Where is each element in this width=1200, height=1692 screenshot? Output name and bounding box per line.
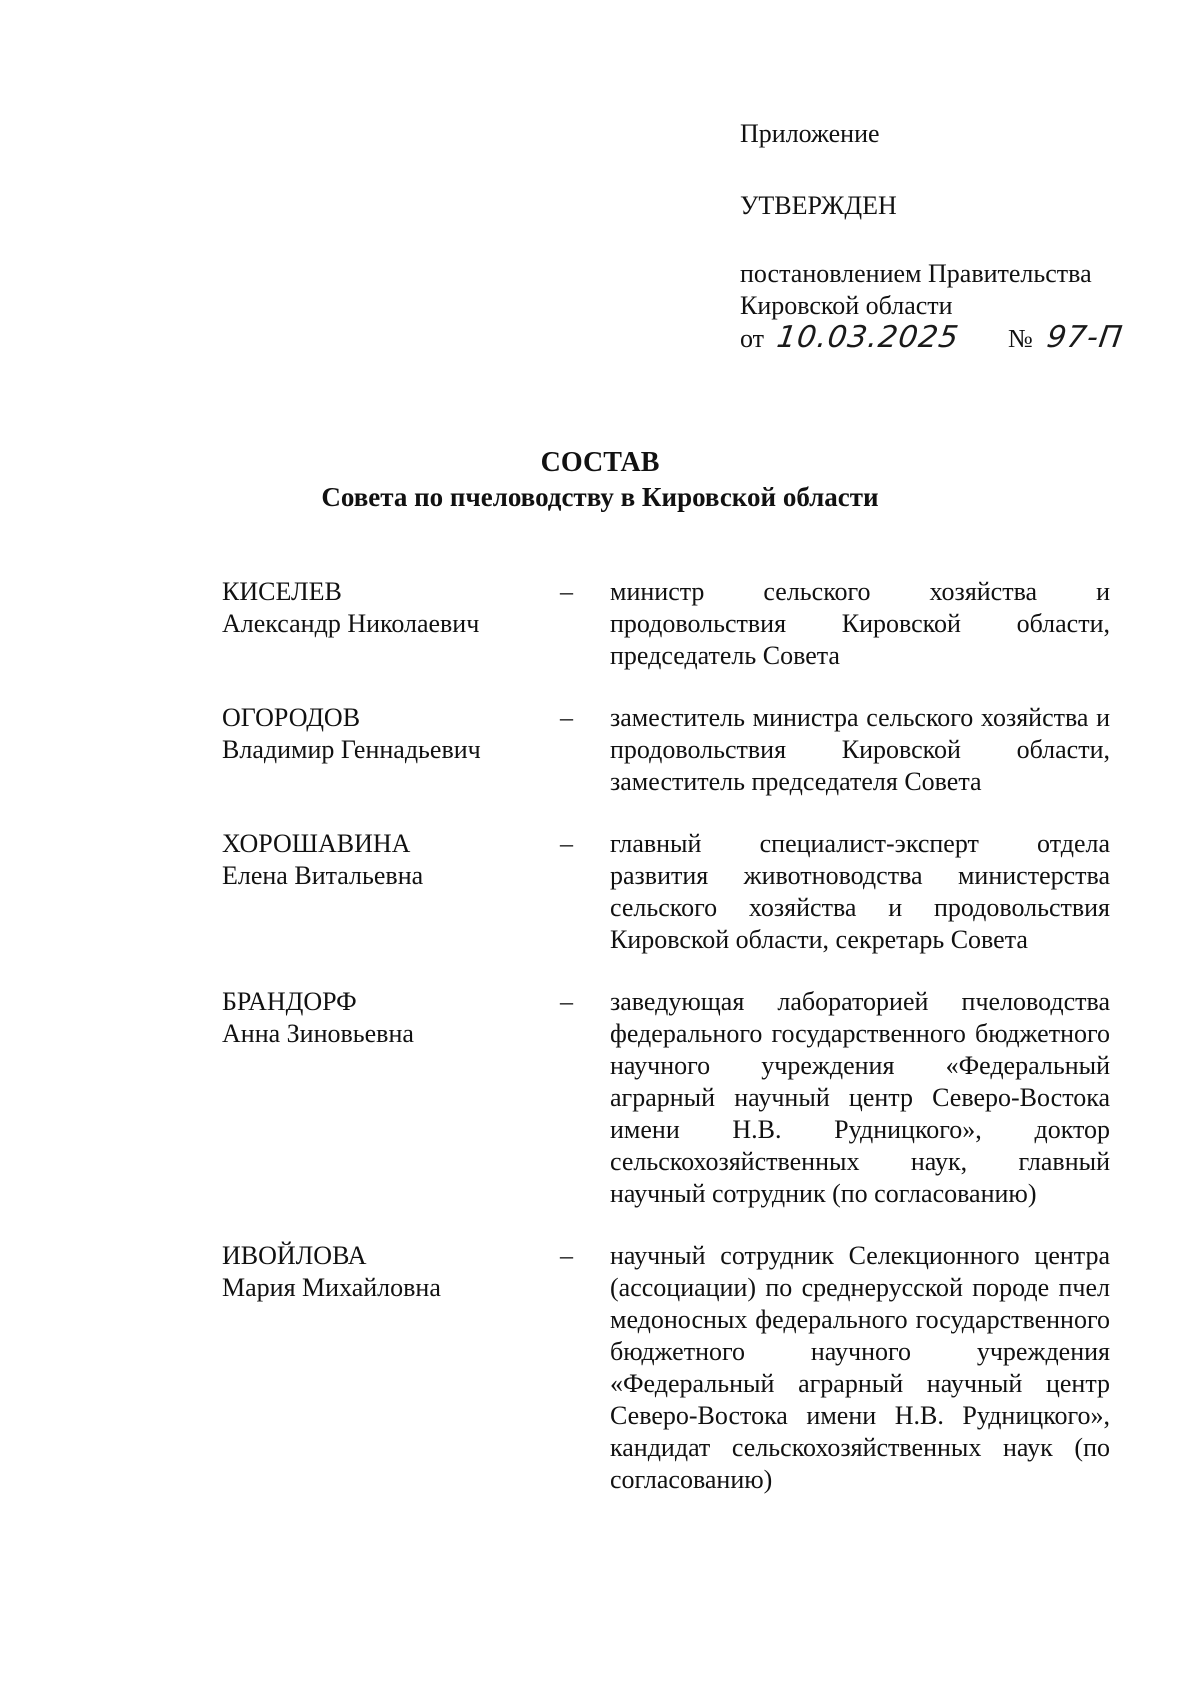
member-row: [222, 1240, 1112, 1496]
member-name: [222, 828, 560, 892]
member-given-names: Елена Витальевна: [222, 861, 424, 890]
member-given-names: Владимир Геннадьевич: [222, 735, 481, 764]
member-role: министр сельского хозяйства и продовольствия Кировской области, председатель Совета: [610, 577, 1110, 670]
number-prefix: №: [1008, 324, 1033, 353]
member-name: [222, 576, 560, 640]
decree-line-2: Кировской области: [740, 291, 953, 320]
member-role: научный сотрудник Селекционного центра (ассоциации) по среднерусской породе пчел медоносных федерального государственного бюджетного научного учреждения «Федеральный аграрный научный центр Северо-Востока имени Н.В. Рудницкого», кандидат сельскохозяйственных наук (по согласованию): [610, 1241, 1110, 1494]
handwritten-number: 97-П: [1044, 320, 1126, 355]
handwritten-date: 10.03.2025: [774, 320, 961, 355]
approval-block: [740, 118, 1160, 355]
decree-line-1: постановлением Правительства: [740, 259, 1092, 288]
members-list: [222, 576, 1112, 1496]
member-dash: –: [560, 987, 573, 1016]
member-role: заведующая лабораторией пчеловодства федерального государственного бюджетного научного учреждения «Федеральный аграрный научный центр Северо-Востока имени Н.В. Рудницкого», доктор сельскохозяйственных наук, главный научный сотрудник (по согласованию): [610, 987, 1110, 1208]
member-dash: –: [560, 1241, 573, 1270]
approved-label: УТВЕРЖДЕН: [740, 191, 897, 220]
member-surname: БРАНДОРФ: [222, 987, 357, 1016]
date-number-line: [740, 322, 1160, 355]
member-role: заместитель министра сельского хозяйства и продовольствия Кировской области, заместитель председателя Совета: [610, 703, 1110, 796]
date-prefix: от: [740, 324, 765, 353]
document-title: [0, 446, 1200, 514]
member-dash: –: [560, 703, 573, 732]
title-line-1: СОСТАВ: [540, 447, 660, 478]
member-surname: КИСЕЛЕВ: [222, 577, 342, 606]
member-row: [222, 986, 1112, 1210]
member-row: [222, 576, 1112, 672]
member-surname: ХОРОШАВИНА: [222, 829, 411, 858]
member-given-names: Мария Михайловна: [222, 1273, 441, 1302]
member-role: главный специалист-эксперт отдела развития животноводства министерства сельского хозяйства и продовольствия Кировской области, секретарь Совета: [610, 829, 1110, 954]
member-surname: ОГОРОДОВ: [222, 703, 361, 732]
member-dash: –: [560, 829, 573, 858]
member-name: [222, 986, 560, 1050]
member-given-names: Александр Николаевич: [222, 609, 480, 638]
appendix-label: Приложение: [740, 119, 880, 148]
member-name: [222, 702, 560, 766]
member-name: [222, 1240, 560, 1304]
member-surname: ИВОЙЛОВА: [222, 1241, 367, 1270]
member-row: [222, 702, 1112, 798]
title-line-2: Совета по пчеловодству в Кировской области: [321, 482, 879, 512]
member-row: [222, 828, 1112, 956]
member-given-names: Анна Зиновьевна: [222, 1019, 414, 1048]
member-dash: –: [560, 577, 573, 606]
